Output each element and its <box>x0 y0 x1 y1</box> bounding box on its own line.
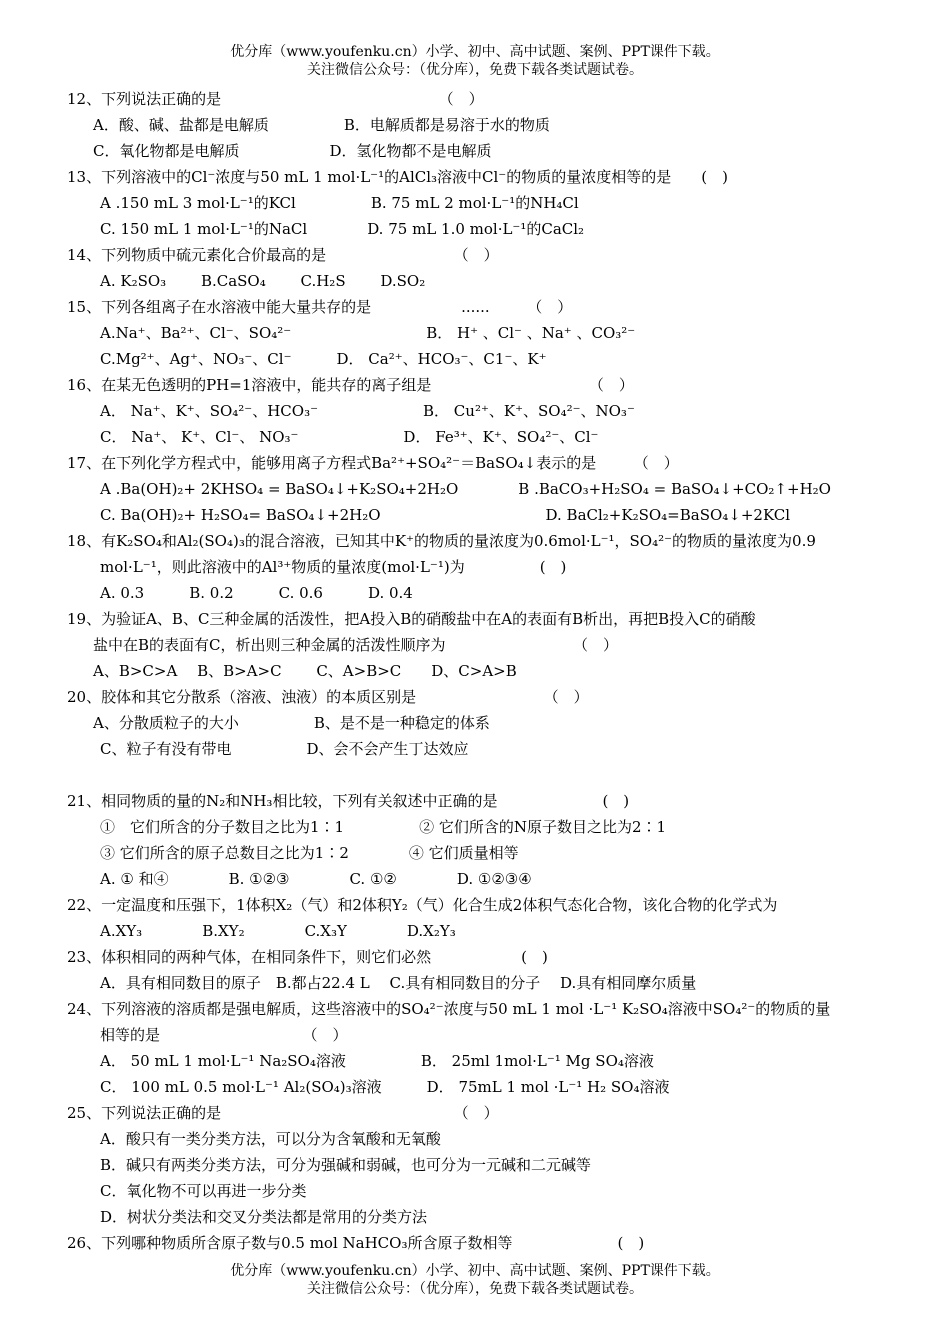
option-line: A．酸、碱、盐都是电解质 B．电解质都是易溶于水的物质 <box>93 116 550 134</box>
option-line: A. K₂SO₃ B.CaSO₄ C.H₂S D.SO₂ <box>100 272 426 290</box>
question-24-cont: 相等的是 （ ） <box>100 1026 348 1044</box>
question-24: 24、下列溶液的溶质都是强电解质，这些溶液中的SO₄²⁻浓度与50 mL 1 mol ·L⁻¹ K₂SO₄溶液中SO₄²⁻的物质的量 <box>67 1000 831 1018</box>
statement-line: ① 它们所含的分子数目之比为1∶1 ② 它们所含的N原子数目之比为2∶1 <box>100 818 667 836</box>
option-line: C． 100 mL 0.5 mol·L⁻¹ Al₂(SO₄)₃溶液 D． 75mL 1 mol ·L⁻¹ H₂ SO₄溶液 <box>100 1078 670 1096</box>
question-21: 21、相同物质的量的N₂和NH₃相比较，下列有关叙述中正确的是 ( ) <box>67 792 630 810</box>
header-line-1: 优分库（www.youfenku.cn）小学、初中、高中试题、案例、PPT课件下载。 <box>230 44 720 60</box>
option-line: A、B>C>A B、B>A>C C、A>B>C D、C>A>B <box>93 662 517 680</box>
option-line: B．碱只有两类分类方法，可分为强碱和弱碱，也可分为一元碱和二元碱等 <box>100 1156 592 1174</box>
question-19-cont: 盐中在B的表面有C，析出则三种金属的活泼性顺序为 （ ） <box>93 636 619 654</box>
question-16: 16、在某无色透明的PH=1溶液中，能共存的离子组是 （ ） <box>67 376 634 394</box>
option-line: D．树状分类法和交叉分类法都是常用的分类方法 <box>100 1208 428 1226</box>
option-line: A. 0.3 B. 0.2 C. 0.6 D. 0.4 <box>100 584 413 602</box>
option-line: A .150 mL 3 mol·L⁻¹的KCl B. 75 mL 2 mol·L⁻¹的NH₄Cl <box>100 194 579 212</box>
option-line: C、粒子有没有带电 D、会不会产生丁达效应 <box>100 740 469 758</box>
option-line: A． 50 mL 1 mol·L⁻¹ Na₂SO₄溶液 B． 25ml 1mol·L⁻¹ Mg SO₄溶液 <box>100 1052 654 1070</box>
question-22: 22、一定温度和压强下，1体积X₂（气）和2体积Y₂（气）化合生成2体积气态化合物，该化合物的化学式为 <box>67 896 778 914</box>
option-line: A． Na⁺、K⁺、SO₄²⁻、HCO₃⁻ B． Cu²⁺、K⁺、SO₄²⁻、NO₃⁻ <box>100 402 635 420</box>
question-13: 13、下列溶液中的Cl⁻浓度与50 mL 1 mol·L⁻¹的AlCl₃溶液中Cl⁻的物质的量浓度相等的是 ( ) <box>67 168 728 186</box>
question-25: 25、下列说法正确的是 （ ） <box>67 1104 499 1122</box>
question-23: 23、体积相同的两种气体，在相同条件下，则它们必然 ( ) <box>67 948 548 966</box>
question-17: 17、在下列化学方程式中，能够用离子方程式Ba²⁺+SO₄²⁻＝BaSO₄↓表示的是 （ ） <box>67 454 679 472</box>
question-12: 12、下列说法正确的是 （ ） <box>67 90 484 108</box>
footer-line-1: 优分库（www.youfenku.cn）小学、初中、高中试题、案例、PPT课件下载。 <box>230 1263 720 1279</box>
option-line: A. ① 和④ B. ①②③ C. ①② D. ①②③④ <box>100 870 532 888</box>
question-15: 15、下列各组离子在水溶液中能大量共存的是 ...... （ ） <box>67 298 573 316</box>
question-19: 19、为验证A、B、C三种金属的活泼性，把A投入B的硝酸盐中在A的表面有B析出，再把B投入C的硝酸 <box>67 610 756 628</box>
option-line: C. 150 mL 1 mol·L⁻¹的NaCl D. 75 mL 1.0 mol·L⁻¹的CaCl₂ <box>100 220 585 238</box>
option-line: C．氧化物不可以再进一步分类 <box>100 1182 307 1200</box>
statement-line: ③ 它们所含的原子总数目之比为1∶2 ④ 它们质量相等 <box>100 844 519 862</box>
option-line: C.Mg²⁺、Ag⁺、NO₃⁻、Cl⁻ D． Ca²⁺、HCO₃⁻、C1⁻、K⁺ <box>100 350 547 368</box>
question-18: 18、有K₂SO₄和Al₂(SO₄)₃的混合溶液，已知其中K⁺的物质的量浓度为0.6mol·L⁻¹，SO₄²⁻的物质的量浓度为0.9 <box>67 532 816 550</box>
question-26: 26、下列哪种物质所含原子数与0.5 mol NaHCO₃所含原子数相等 ( ) <box>67 1234 645 1252</box>
option-line: A．具有相同数目的原子 B.都占22.4 L C.具有相同数目的分子 D.具有相同摩尔质量 <box>100 974 697 992</box>
question-14: 14、下列物质中硫元素化合价最高的是 （ ） <box>67 246 499 264</box>
option-line: C. Ba(OH)₂+ H₂SO₄= BaSO₄↓+2H₂O D. BaCl₂+K₂SO₄=BaSO₄↓+2KCl <box>100 506 791 524</box>
option-line: C． Na⁺、 K⁺、Cl⁻、 NO₃⁻ D． Fe³⁺、K⁺、SO₄²⁻、Cl⁻ <box>100 428 599 446</box>
option-line: A.XY₃ B.XY₂ C.X₃Y D.X₂Y₃ <box>100 922 456 940</box>
option-line: A.Na⁺、Ba²⁺、Cl⁻、SO₄²⁻ B． H⁺ 、Cl⁻ 、Na⁺ 、CO₃²⁻ <box>100 324 636 342</box>
question-20: 20、胶体和其它分散系（溶液、浊液）的本质区别是 （ ） <box>67 688 589 706</box>
option-line: A .Ba(OH)₂+ 2KHSO₄ = BaSO₄↓+K₂SO₄+2H₂O B .BaCO₃+H₂SO₄ = BaSO₄↓+CO₂↑+H₂O <box>100 480 831 498</box>
option-line: A．酸只有一类分类方法，可以分为含氧酸和无氧酸 <box>100 1130 441 1148</box>
question-18-cont: mol·L⁻¹，则此溶液中的Al³⁺物质的量浓度(mol·L⁻¹)为 ( ) <box>100 558 567 576</box>
footer-line-2: 关注微信公众号：（优分库），免费下载各类试题试卷。 <box>307 1281 643 1297</box>
option-line: C．氧化物都是电解质 D．氢化物都不是电解质 <box>93 142 492 160</box>
header-line-2: 关注微信公众号：（优分库），免费下载各类试题试卷。 <box>307 62 643 78</box>
option-line: A、分散质粒子的大小 B、是不是一种稳定的体系 <box>93 714 490 732</box>
